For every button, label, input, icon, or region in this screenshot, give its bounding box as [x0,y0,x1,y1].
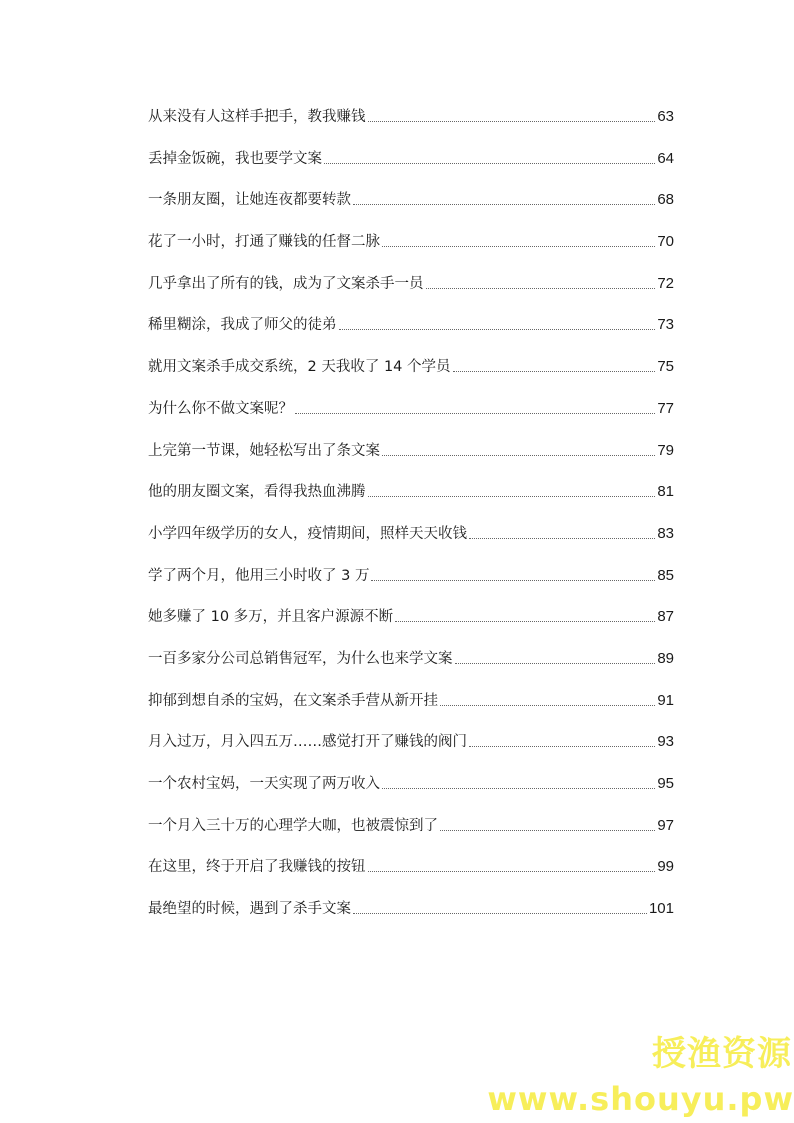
dot-leader [455,663,656,664]
toc-entry[interactable] [148,771,674,797]
toc-entry-page-number: 72 [657,274,674,292]
toc-entry[interactable] [148,813,674,839]
toc-entry-title: 从来没有人这样手把手，教我赚钱 [148,109,366,125]
dot-leader [382,246,655,247]
toc-entry-title: 几乎拿出了所有的钱，成为了文案杀手一员 [148,275,424,292]
table-of-contents [148,104,674,938]
toc-entry-title: 月入过万，月入四五万……感觉打开了赚钱的阀门 [148,734,467,751]
toc-entry-page-number: 101 [648,900,674,918]
toc-entry[interactable] [148,312,674,338]
dot-leader [440,705,655,706]
toc-entry[interactable] [148,229,674,255]
toc-entry-title: 一个月入三十万的心理学大咖，也被震惊到了 [148,817,438,834]
toc-entry-title: 一百多家分公司总销售冠军，为什么也来学文案 [148,650,453,667]
toc-entry[interactable] [148,438,674,464]
toc-entry[interactable] [148,688,674,714]
watermark [487,1034,794,1118]
toc-entry-page-number: 89 [657,649,674,667]
toc-entry-title: 学了两个月，他用三小时收了 3 万 [148,567,370,584]
toc-entry[interactable] [148,563,674,589]
toc-entry-page-number: 91 [657,691,674,709]
toc-entry-page-number: 97 [657,816,674,834]
toc-entry-page-number: 68 [657,191,674,209]
toc-entry[interactable] [148,854,674,880]
watermark-url-text: www.shouyu.pw [487,1080,794,1118]
dot-leader [469,746,655,747]
toc-entry-page-number: 77 [657,399,674,417]
dot-leader [371,580,655,581]
dot-leader [353,913,647,914]
toc-entry-title: 一条朋友圈，让她连夜都要转款 [148,192,351,209]
toc-entry-page-number: 63 [657,108,674,125]
toc-entry[interactable] [148,604,674,630]
dot-leader [295,413,655,414]
dot-leader [382,788,655,789]
toc-entry[interactable] [148,521,674,547]
toc-entry-title: 上完第一节课，她轻松写出了条文案 [148,442,380,459]
toc-entry-page-number: 95 [657,775,674,792]
dot-leader [324,163,655,164]
toc-entry[interactable] [148,646,674,672]
dot-leader [395,621,655,622]
dot-leader [453,371,656,372]
dot-leader [382,455,655,456]
toc-entry[interactable] [148,896,674,922]
toc-entry[interactable] [148,271,674,297]
toc-entry-title: 最绝望的时候，遇到了杀手文案 [148,901,351,918]
toc-entry-page-number: 81 [657,483,674,501]
toc-entry-page-number: 93 [657,733,674,751]
toc-entry[interactable] [148,104,674,130]
toc-entry-title: 就用文案杀手成交系统，2 天我收了 14 个学员 [148,359,451,376]
toc-entry-page-number: 64 [657,149,674,167]
toc-entry-page-number: 87 [657,608,674,626]
toc-entry-page-number: 73 [657,316,674,334]
toc-entry[interactable] [148,354,674,380]
toc-entry-page-number: 99 [657,858,674,876]
dot-leader [368,871,656,872]
toc-entry[interactable] [148,146,674,172]
toc-entry[interactable] [148,479,674,505]
watermark-chinese-text: 授渔资源 [652,1034,792,1074]
dot-leader [353,204,655,205]
toc-entry-title: 一个农村宝妈，一天实现了两万收入 [148,776,380,792]
toc-entry-page-number: 70 [657,233,674,251]
dot-leader [469,538,655,539]
toc-entry-page-number: 85 [657,566,674,584]
toc-entry[interactable] [148,187,674,213]
toc-entry-title: 小学四年级学历的女人，疫情期间，照样天天收钱 [148,525,467,542]
dot-leader [368,496,656,497]
toc-entry-title: 丢掉金饭碗，我也要学文案 [148,150,322,167]
dot-leader [426,288,656,289]
toc-entry-page-number: 83 [657,524,674,542]
toc-entry-title: 为什么你不做文案呢？ [148,400,293,417]
toc-entry-title: 他的朋友圈文案，看得我热血沸腾 [148,484,366,501]
toc-entry-title: 稀里糊涂，我成了师父的徒弟 [148,317,337,334]
dot-leader [368,121,656,122]
toc-entry-page-number: 79 [657,441,674,459]
toc-entry-page-number: 75 [657,358,674,376]
dot-leader [440,830,655,831]
toc-entry-title: 花了一小时，打通了赚钱的任督二脉 [148,234,380,251]
toc-entry[interactable] [148,729,674,755]
toc-entry[interactable] [148,396,674,422]
toc-entry-title: 在这里，终于开启了我赚钱的按钮 [148,859,366,876]
toc-entry-title: 她多赚了 10 多万，并且客户源源不断 [148,609,394,626]
toc-entry-title: 抑郁到想自杀的宝妈，在文案杀手营从新开挂 [148,692,438,709]
dot-leader [339,329,656,330]
